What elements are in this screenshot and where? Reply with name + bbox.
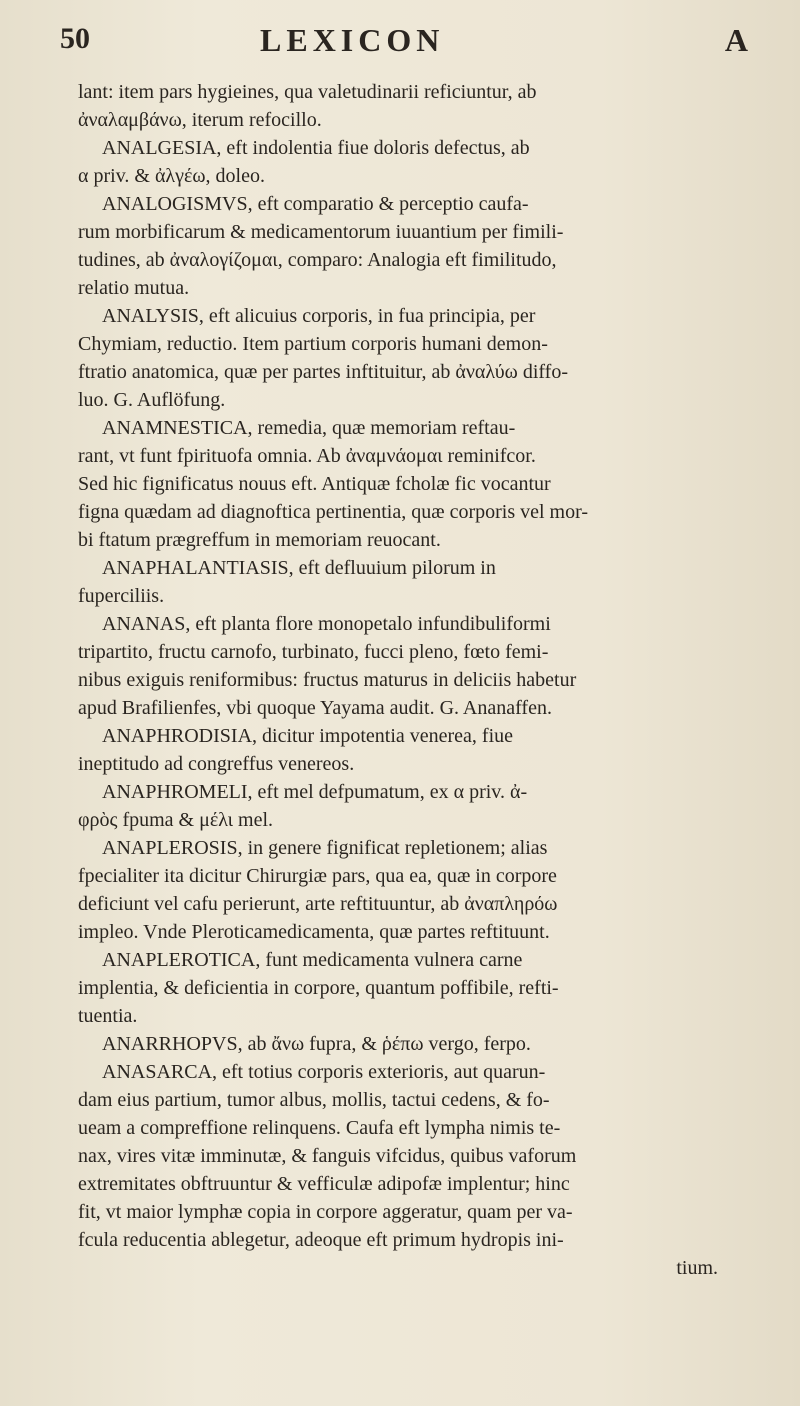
text-line: rum morbificarum & medicamentorum iuuantium per fimili- xyxy=(78,221,564,243)
text-line: ftratio anatomica, quæ per partes inftituitur, ab ἀναλύω diffo- xyxy=(78,361,568,383)
text-line: dam eius partium, tumor albus, mollis, tactui cedens, & fo- xyxy=(78,1089,550,1111)
running-title: LEXICON xyxy=(260,22,445,58)
text-line: deficiunt vel cafu perierunt, arte reftituuntur, ab ἀναπληρόω xyxy=(78,893,558,915)
catchword: tium. xyxy=(676,1257,718,1279)
text-line: ANAPLEROSIS, in genere fignificat repletionem; alias xyxy=(102,837,548,859)
text-line: ANALGESIA, eft indolentia fiue doloris defectus, ab xyxy=(102,137,530,159)
text-line: extremitates obftruuntur & vefficulæ adipofæ implentur; hinc xyxy=(78,1173,570,1195)
text-line: figna quædam ad diagnoftica pertinentia, quæ corporis vel mor- xyxy=(78,501,589,523)
text-line: fcula reducentia ablegetur, adeoque eft primum hydropis ini- xyxy=(78,1229,564,1251)
text-line: bi ftatum prægreffum in memoriam reuocant. xyxy=(78,529,441,551)
text-line: luo. G. Auflöfung. xyxy=(78,389,226,411)
page-number: 50 xyxy=(60,22,90,55)
body-text xyxy=(78,78,758,1282)
text-line: fuperciliis. xyxy=(78,585,165,607)
text-line: impleo. Vnde Pleroticamedicamenta, quæ partes reftituunt. xyxy=(78,921,550,943)
text-line: ANALYSIS, eft alicuius corporis, in fua principia, per xyxy=(102,305,536,327)
text-line: α priv. & ἀλγέω, doleo. xyxy=(78,165,265,187)
text-line: tudines, ab ἀναλογίζομαι, comparo: Analogia eft fimilitudo, xyxy=(78,249,557,271)
text-line: rant, vt funt fpirituofa omnia. Ab ἀναμνάομαι reminifcor. xyxy=(78,445,536,467)
text-line: ueam a compreffione relinquens. Caufa eft lympha nimis te- xyxy=(78,1117,561,1139)
text-line: ἀναλαμβάνω, iterum refocillo. xyxy=(78,109,322,131)
text-line: Sed hic fignificatus nouus eft. Antiquæ fcholæ fic vocantur xyxy=(78,473,551,495)
text-line: relatio mutua. xyxy=(78,277,190,299)
text-line: ANAPHRODISIA, dicitur impotentia venerea, fiue xyxy=(102,725,514,747)
text-line: ANAPHALANTIASIS, eft defluuium pilorum in xyxy=(102,557,496,579)
text-line: ANARRHOPVS, ab ἄνω fupra, & ῥέπω vergo, ferpo. xyxy=(102,1033,531,1055)
text-line: nibus exiguis reniformibus: fructus maturus in deliciis habetur xyxy=(78,669,577,691)
text-line: ANAMNESTICA, remedia, quæ memoriam reftau- xyxy=(102,417,516,439)
text-line: ANAPHROMELI, eft mel defpumatum, ex α priv. ἀ- xyxy=(102,781,528,803)
text-line: fpecialiter ita dicitur Chirurgiæ pars, qua ea, quæ in corpore xyxy=(78,865,557,887)
text-line: ANASARCA, eft totius corporis exterioris, aut quarun- xyxy=(102,1061,546,1083)
text-line: ANANAS, eft planta flore monopetalo infundibuliformi xyxy=(102,613,551,635)
section-letter: A xyxy=(724,22,748,58)
text-line: lant: item pars hygieines, qua valetudinarii reficiuntur, ab xyxy=(78,81,537,103)
text-line: implentia, & deficientia in corpore, quantum poffibile, refti- xyxy=(78,977,559,999)
text-line: Chymiam, reductio. Item partium corporis humani demon- xyxy=(78,333,548,355)
text-line: ANALOGISMVS, eft comparatio & perceptio caufa- xyxy=(102,193,529,215)
text-line: ANAPLEROTICA, funt medicamenta vulnera carne xyxy=(102,949,523,971)
text-line: apud Brafilienfes, vbi quoque Yayama audit. G. Ananaffen. xyxy=(78,697,552,719)
page-header xyxy=(60,22,760,68)
text-line: nax, vires vitæ imminutæ, & fanguis vifcidus, quibus vaforum xyxy=(78,1145,577,1167)
text-line: fit, vt maior lymphæ copia in corpore aggeratur, quam per va- xyxy=(78,1201,573,1223)
text-line: tuentia. xyxy=(78,1005,138,1027)
text-line: ineptitudo ad congreffus venereos. xyxy=(78,753,355,775)
text-line: φρὸς fpuma & μέλι mel. xyxy=(78,809,274,831)
text-line: tripartito, fructu carnofo, turbinato, fucci pleno, fœto femi- xyxy=(78,641,549,663)
